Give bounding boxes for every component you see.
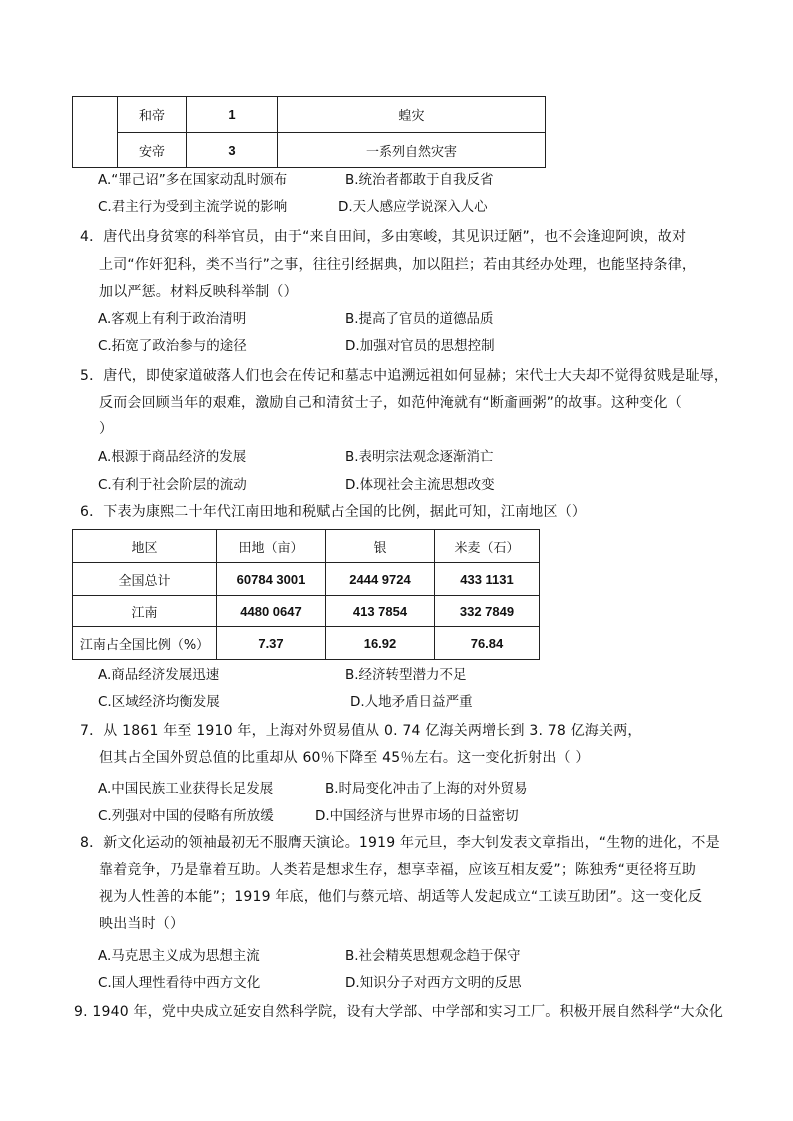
disaster-table [72, 96, 546, 168]
table-cell: 蝗灾 [278, 97, 546, 133]
option-a: A.马克思主义成为思想主流 [98, 948, 260, 964]
option-b: B.表明宗法观念逐渐消亡 [345, 449, 494, 465]
option-c: C.君主行为受到主流学说的影响 [98, 199, 288, 215]
option-c: C.有利于社会阶层的流动 [98, 477, 247, 493]
table-cell: 413 7854 [326, 596, 435, 627]
table-header: 银 [326, 530, 435, 563]
question-text: 映出当时（） [99, 916, 185, 932]
option-c: C.拓宽了政治参与的途径 [98, 338, 247, 354]
question-text: 但其占全国外贸总值的比重却从 60％下降至 45％左右。这一变化折射出（ ） [99, 750, 590, 766]
table-row [73, 596, 540, 627]
tax-table [72, 529, 540, 660]
table-cell: 一系列自然灾害 [278, 133, 546, 168]
question-text: 反而会回顾当年的艰难，激励自己和清贫士子，如范仲淹就有“断齑画粥”的故事。这种变化（ [99, 395, 682, 411]
table-cell: 4480 0647 [217, 596, 326, 627]
option-d: D.知识分子对西方文明的反思 [345, 975, 522, 991]
question-text: 8．新文化运动的领袖最初无不服膺天演论。1919 年元旦，李大钊发表文章指出，“生物的进化，不是 [80, 835, 720, 851]
table-cell: 和帝 [118, 97, 187, 133]
table-cell: 全国总计 [73, 563, 217, 596]
question-text: ） [99, 421, 114, 437]
table-cell: 16.92 [326, 627, 435, 660]
option-b: B.统治者都敢于自我反省 [345, 172, 494, 188]
option-a: A.客观上有利于政治清明 [98, 311, 247, 327]
option-c: C.区域经济均衡发展 [98, 694, 220, 710]
option-a: A.“罪己诏”多在国家动乱时颁布 [98, 172, 288, 188]
table-cell-blank [73, 97, 118, 168]
option-d: D.体现社会主流思想改变 [345, 477, 495, 493]
table-cell: 60784 3001 [217, 563, 326, 596]
table-header: 地区 [73, 530, 217, 563]
table-cell: 433 1131 [435, 563, 540, 596]
option-d: D.人地矛盾日益严重 [350, 694, 473, 710]
question-text: 6．下表为康熙二十年代江南田地和税赋占全国的比例，据此可知，江南地区（） [80, 504, 587, 520]
question-text: 加以严惩。材料反映科举制（） [99, 284, 298, 300]
table-cell: 江南占全国比例（%） [73, 627, 217, 660]
option-c: C.列强对中国的侵略有所放缓 [98, 808, 274, 824]
option-b: B.时局变化冲击了上海的对外贸易 [325, 781, 528, 797]
table-cell: 2444 9724 [326, 563, 435, 596]
table-row [73, 563, 540, 596]
table-header: 米麦（石） [435, 530, 540, 563]
table-cell: 332 7849 [435, 596, 540, 627]
question-text: 7．从 1861 年至 1910 年，上海对外贸易值从 0. 74 亿海关两增长到 3. 78 亿海关两， [80, 723, 642, 739]
question-text: 靠着竞争，乃是靠着互助。人类若是想求生存，想享幸福，应该互相友爱”；陈独秀“更径将互助 [99, 862, 697, 878]
table-row [73, 627, 540, 660]
table-cell: 3 [187, 133, 278, 168]
table-cell: 7.37 [217, 627, 326, 660]
option-d: D.加强对官员的思想控制 [345, 338, 495, 354]
option-c: C.国人理性看待中西方文化 [98, 975, 261, 991]
table-cell: 76.84 [435, 627, 540, 660]
question-text: 视为人性善的本能”；1919 年底，他们与蔡元培、胡适等人发起成立“工读互助团”。这一变化反 [99, 889, 703, 905]
option-d: D.天人感应学说深入人心 [338, 199, 488, 215]
option-b: B.经济转型潜力不足 [345, 667, 467, 683]
option-a: A.中国民族工业获得长足发展 [98, 781, 274, 797]
question-text: 9. 1940 年，党中央成立延安自然科学院，设有大学部、中学部和实习工厂。积极开展自然科学“大众化 [74, 1004, 724, 1020]
option-d: D.中国经济与世界市场的日益密切 [315, 808, 519, 824]
table-cell: 1 [187, 97, 278, 133]
question-text: 4．唐代出身贫寒的科举官员，由于“来自田间，多由寒峻，其见识迂陋”，也不会逢迎阿谀，故对 [80, 229, 687, 245]
question-text: 5．唐代，即使家道破落人们也会在传记和墓志中追溯远祖如何显赫；宋代士大夫却不觉得贫贱是耻辱， [80, 368, 729, 384]
option-a: A.商品经济发展迅速 [98, 667, 220, 683]
question-text: 上司“作奸犯科，类不当行”之事，往往引经据典，加以阻拦；若由其经办处理，也能坚持条律， [99, 257, 697, 273]
option-b: B.提高了官员的道德品质 [345, 311, 494, 327]
table-header: 田地（亩） [217, 530, 326, 563]
option-b: B.社会精英思想观念趋于保守 [345, 948, 521, 964]
option-a: A.根源于商品经济的发展 [98, 449, 247, 465]
table-cell: 江南 [73, 596, 217, 627]
table-cell: 安帝 [118, 133, 187, 168]
